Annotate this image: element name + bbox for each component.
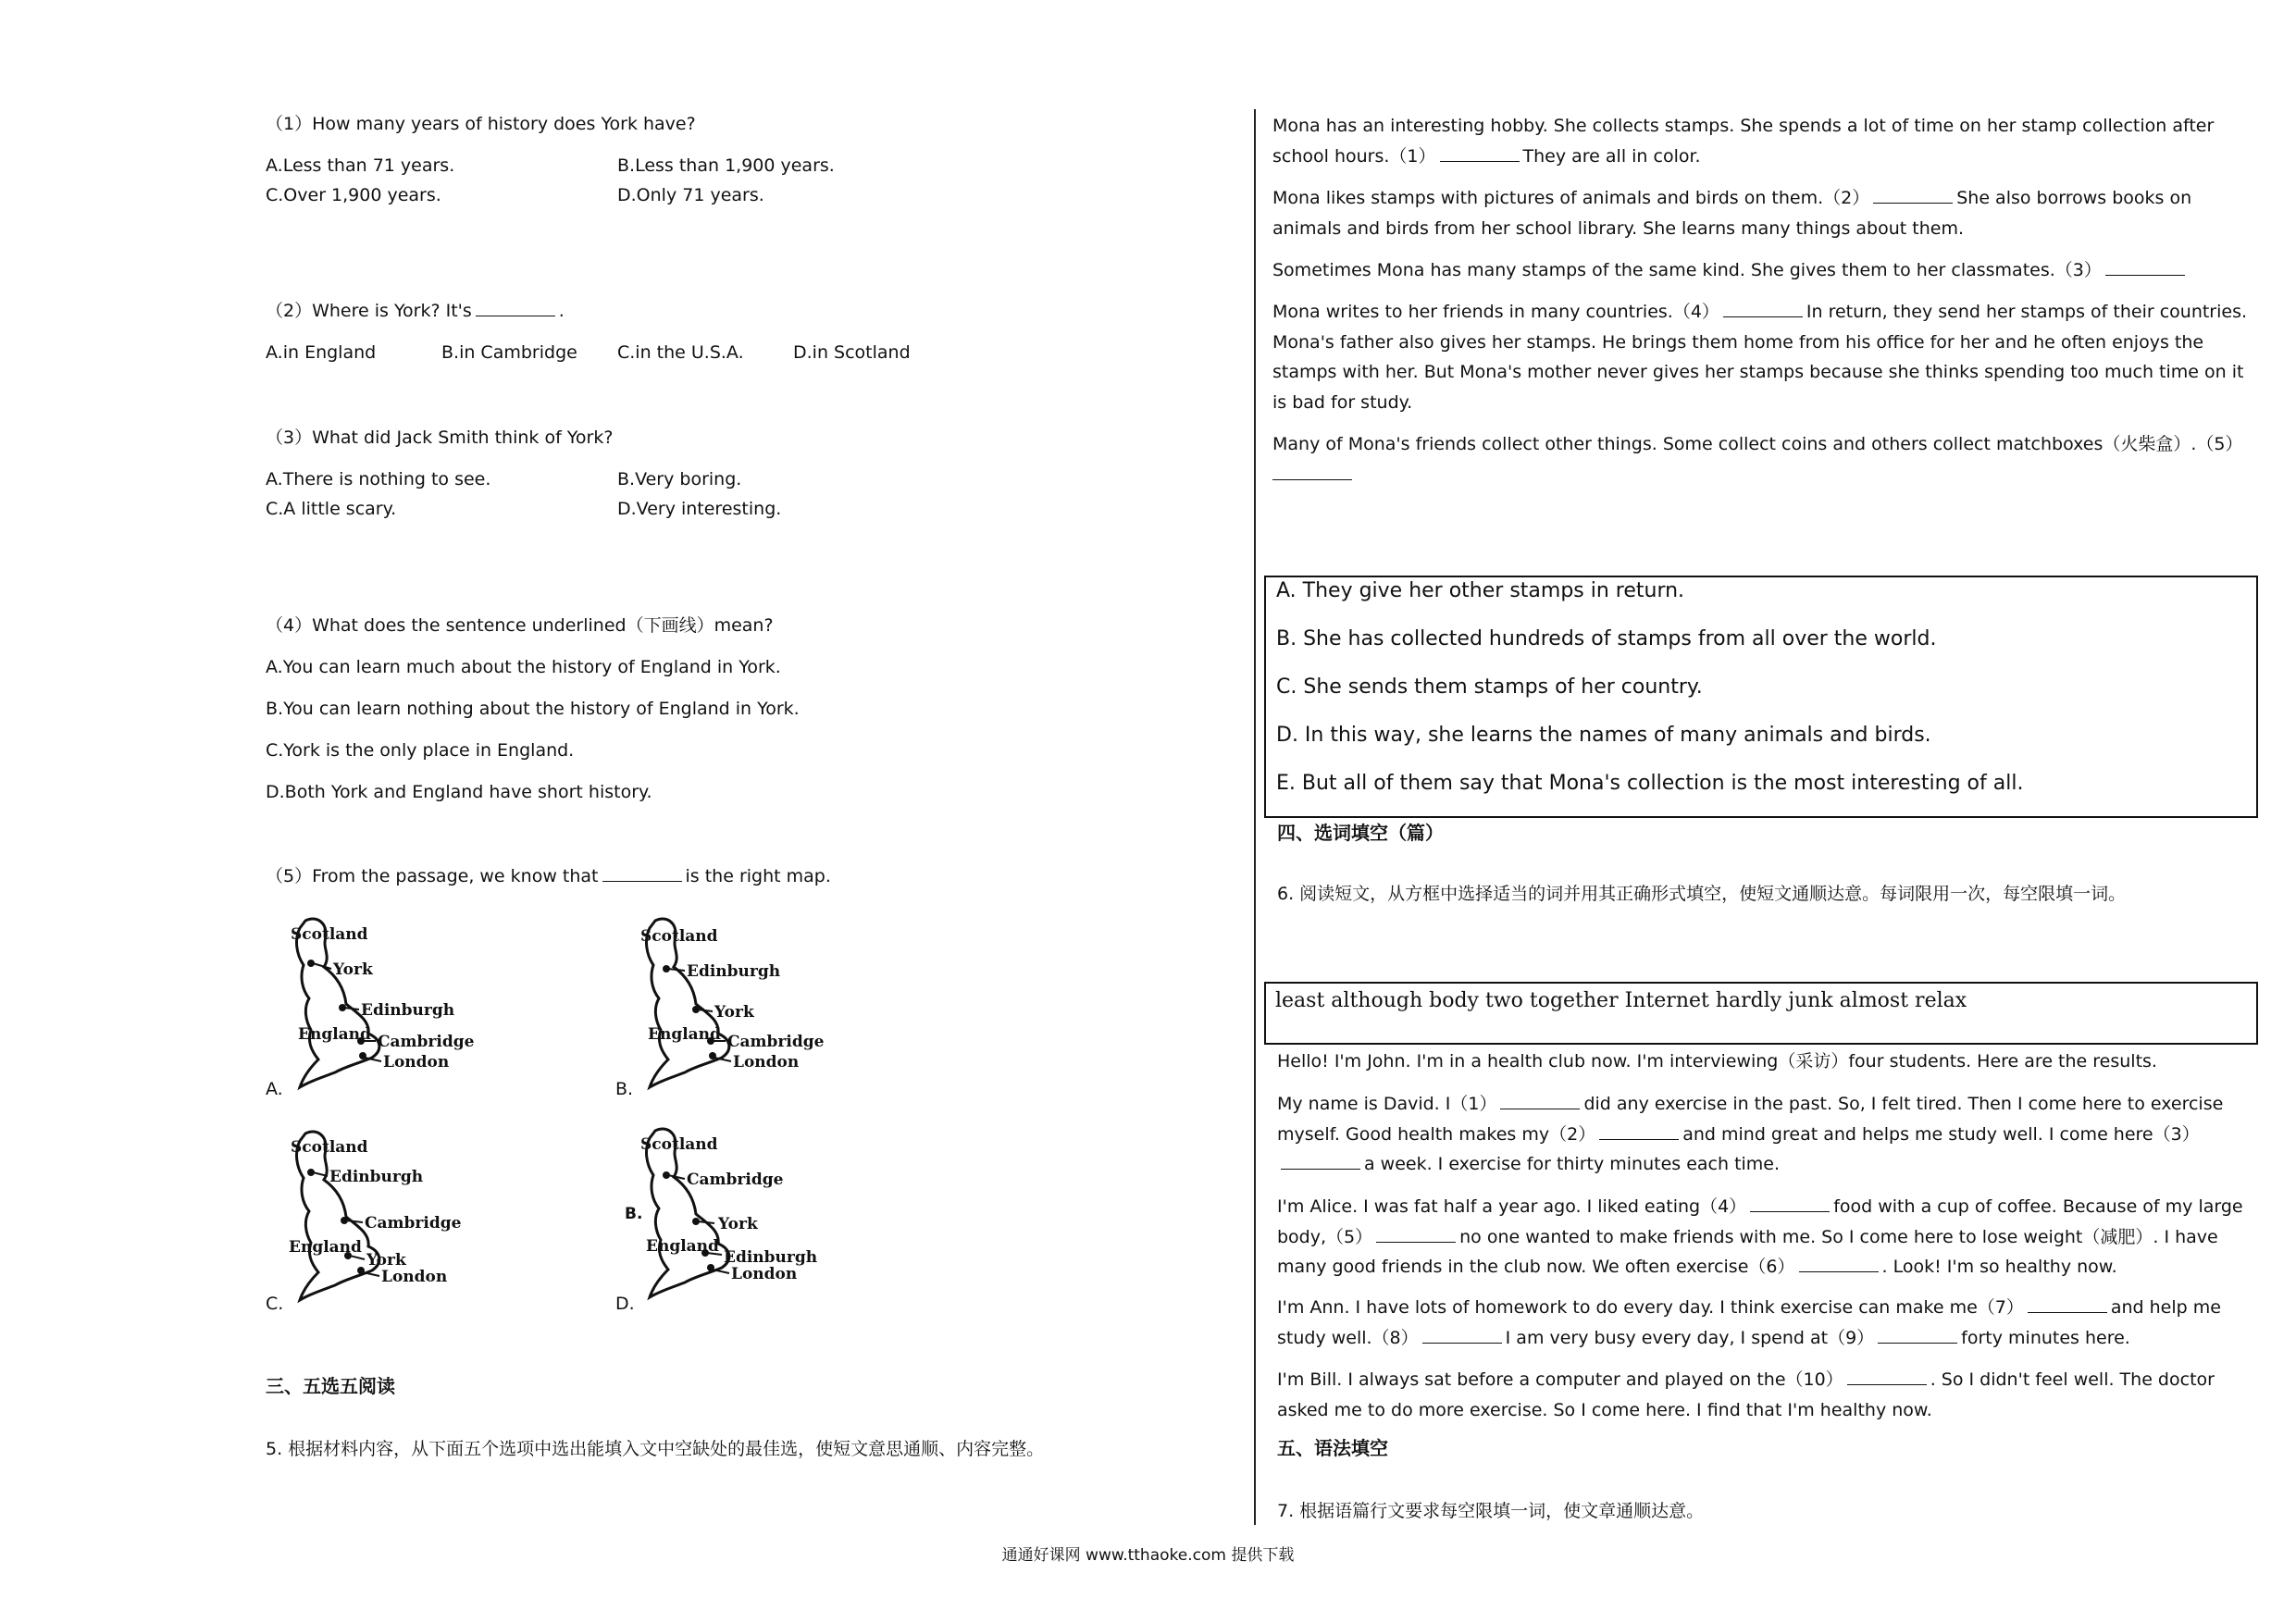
map-b-place-6: London — [733, 1053, 800, 1072]
map-a-place-2: York — [333, 960, 373, 979]
map-d-stamp: B. — [625, 1205, 643, 1223]
uk-map-a-graphic — [279, 911, 483, 1096]
word-blank-7[interactable] — [2028, 1311, 2107, 1313]
map-d-place-1: Scotland — [640, 1135, 718, 1154]
passage6-text: I'm Bill. I always sat before a computer and played on the（10） — [1277, 1369, 1843, 1390]
option5-e: E. But all of them say that Mona's collection is the most interesting of all. — [1276, 772, 2024, 795]
q1-option-a: A.Less than 71 years. — [266, 155, 455, 176]
map-d-place-6: London — [731, 1265, 798, 1283]
map-b-place-2: Edinburgh — [687, 962, 781, 981]
map-c-place-6: London — [381, 1268, 448, 1286]
option5-b: B. She has collected hundreds of stamps from all over the world. — [1276, 627, 1937, 650]
q2-stem-text: （2）Where is York? It's — [266, 301, 472, 321]
map-d — [629, 1121, 833, 1307]
map-d-place-2: Cambridge — [687, 1171, 784, 1189]
passage5-para5 — [1272, 429, 2253, 489]
word-blank-6[interactable] — [1799, 1270, 1879, 1272]
q2-stem-end: . — [558, 301, 565, 321]
passage6-text: I am very busy every day, I spend at（9） — [1505, 1327, 1875, 1348]
passage6-text: . Look! I'm so healthy now. — [1881, 1257, 2117, 1278]
q2-option-c: C.in the U.S.A. — [617, 342, 744, 363]
answer-blank-2[interactable] — [1873, 202, 1953, 204]
q1-option-d: D.Only 71 years. — [617, 185, 764, 205]
map-a — [279, 911, 483, 1096]
q2-option-d: D.in Scotland — [793, 342, 911, 363]
passage5-text: Mona likes stamps with pictures of animals and birds on them.（2） — [1272, 188, 1870, 208]
q1-option-b: B.Less than 1,900 years. — [617, 155, 835, 176]
map-c — [279, 1124, 483, 1309]
passage5-text: Sometimes Mona has many stamps of the same kind. She gives them to her classmates.（3） — [1272, 260, 2102, 280]
passage6-text: food with a cup of coffee. Because of my large body,（5） — [1277, 1196, 2243, 1247]
map-b-place-3: York — [714, 1003, 754, 1022]
q4-option-a: A.You can learn much about the history of England in York. — [266, 657, 781, 677]
q4-option-d: D.Both York and England have short history. — [266, 782, 652, 802]
map-c-place-2: Edinburgh — [329, 1168, 424, 1186]
q3-option-c: C.A little scary. — [266, 499, 397, 519]
word-blank-10[interactable] — [1847, 1383, 1927, 1385]
q2-stem — [266, 301, 565, 323]
passage6-text: and help me study well.（8） — [1277, 1297, 2221, 1348]
section5-heading: 五、语法填空 — [1277, 1437, 1388, 1459]
map-d-place-5: Edinburgh — [724, 1248, 818, 1267]
q4-stem: （4）What does the sentence underlined（下画线）mean? — [266, 615, 774, 636]
answer-blank-1[interactable] — [1440, 160, 1520, 162]
map-b-label: B. — [615, 1079, 634, 1099]
passage6-text: and mind great and helps me study well. I come here（3） — [1682, 1123, 2200, 1145]
section5-instruction: 7. 根据语篇行文要求每空限填一词，使文章通顺达意。 — [1277, 1501, 1705, 1521]
map-a-place-1: Scotland — [291, 925, 368, 944]
word-blank-9[interactable] — [1878, 1342, 1957, 1344]
q1-stem: （1）How many years of history does York have? — [266, 114, 696, 134]
word-bank: least although body two together Internet hardly junk almost relax — [1264, 982, 2258, 1045]
passage6-david — [1277, 1089, 2251, 1180]
section4-instruction: 6. 阅读短文，从方框中选择适当的词并用其正确形式填空，使短文通顺达意。每词限用一次，每空限填一词。 — [1277, 884, 2127, 904]
column-divider — [1254, 109, 1256, 1525]
map-a-label: A. — [266, 1079, 283, 1099]
passage5-text: They are all in color. — [1522, 145, 1701, 167]
map-c-label: C. — [266, 1294, 284, 1314]
word-blank-1[interactable] — [1500, 1108, 1580, 1109]
answer-blank-3[interactable] — [2105, 274, 2185, 276]
passage6-text: no one wanted to make friends with me. So I come here to lose weight（减肥）. I have many good friends in the club now. We often exercise（6） — [1277, 1226, 2218, 1278]
passage6-text: forty minutes here. — [1961, 1327, 2130, 1348]
map-b-place-1: Scotland — [640, 927, 718, 946]
section3-instruction: 5. 根据材料内容，从下面五个选项中选出能填入文中空缺处的最佳选，使短文意思通顺、内容完整。 — [266, 1439, 1045, 1459]
word-blank-8[interactable] — [1422, 1342, 1502, 1344]
passage5-text: Mona has an interesting hobby. She collects stamps. She spends a lot of time on her stamp collection after school hours.（1） — [1272, 116, 2215, 167]
option5-d: D. In this way, she learns the names of many animals and birds. — [1276, 724, 1931, 747]
map-c-place-5: York — [366, 1251, 406, 1270]
map-c-place-4: England — [289, 1238, 362, 1257]
uk-map-c-graphic — [279, 1124, 483, 1309]
option5-c: C. She sends them stamps of her country. — [1276, 675, 1703, 699]
map-b-place-4: England — [648, 1025, 721, 1044]
passage6-text: a week. I exercise for thirty minutes each time. — [1364, 1154, 1781, 1175]
uk-map-b-graphic — [629, 911, 833, 1096]
q3-option-b: B.Very boring. — [617, 469, 742, 489]
map-b — [629, 911, 833, 1096]
answer-blank[interactable] — [602, 880, 682, 882]
map-a-place-3: Edinburgh — [361, 1001, 455, 1020]
passage6-ann — [1277, 1293, 2251, 1353]
q5-stem-text: （5）From the passage, we know that — [266, 866, 599, 886]
passage6-text: My name is David. I（1） — [1277, 1094, 1497, 1114]
passage5-text: Many of Mona's friends collect other things. Some collect coins and others collect matchboxes（火柴盒）.（5） — [1272, 434, 2243, 454]
answer-blank-4[interactable] — [1723, 316, 1803, 317]
section4-heading: 四、选词填空（篇） — [1277, 822, 1444, 844]
passage5-para3 — [1272, 255, 2253, 286]
option5-a: A. They give her other stamps in return. — [1276, 579, 1685, 602]
q5-stem — [266, 866, 831, 888]
map-c-place-3: Cambridge — [365, 1214, 462, 1233]
word-blank-3[interactable] — [1281, 1168, 1360, 1170]
passage6-intro: Hello! I'm John. I'm in a health club now. I'm interviewing（采访）four students. Here are the results. — [1277, 1051, 2157, 1072]
map-a-place-5: Cambridge — [378, 1033, 475, 1051]
q3-option-a: A.There is nothing to see. — [266, 469, 491, 489]
q1-option-c: C.Over 1,900 years. — [266, 185, 441, 205]
page-footer: 通通好课网 www.tthaoke.com 提供下载 — [1001, 1546, 1295, 1565]
q2-option-b: B.in Cambridge — [441, 342, 577, 363]
word-blank-5[interactable] — [1376, 1241, 1456, 1243]
passage6-text: I'm Ann. I have lots of homework to do every day. I think exercise can make me（7） — [1277, 1297, 2024, 1318]
word-blank-2[interactable] — [1599, 1138, 1679, 1140]
passage5-para1 — [1272, 111, 2253, 171]
q2-option-a: A.in England — [266, 342, 377, 363]
map-d-place-4: England — [646, 1237, 719, 1256]
q4-option-b: B.You can learn nothing about the history of England in York. — [266, 699, 800, 719]
passage6-alice — [1277, 1192, 2251, 1282]
passage6-text: . So I didn't feel well. The doctor asked me to do more exercise. So I come here. I find that I'm healthy now. — [1277, 1369, 2215, 1420]
answer-blank[interactable] — [476, 315, 555, 316]
answer-blank-5[interactable] — [1272, 478, 1352, 480]
map-a-place-6: London — [383, 1053, 450, 1072]
q3-stem: （3）What did Jack Smith think of York? — [266, 427, 614, 448]
map-b-place-5: Cambridge — [727, 1033, 825, 1051]
q3-option-d: D.Very interesting. — [617, 499, 782, 519]
passage5-text: She also borrows books on animals and birds from her school library. She learns many things about them. — [1272, 188, 2192, 239]
map-d-label: D. — [615, 1294, 635, 1314]
map-d-place-3: York — [718, 1215, 758, 1233]
map-a-place-4: England — [298, 1025, 371, 1044]
passage5-text: In return, they send her stamps of their countries. Mona's father also gives her stamps. He brings them home from his office for her and he often enjoys the stamps with her. But Mona's mother never gives her stamps because she thinks spending too much time on it is bad for study. — [1272, 302, 2248, 414]
map-c-place-1: Scotland — [291, 1138, 368, 1157]
passage6-text: did any exercise in the past. So, I felt tired. Then I come here to exercise myself. Good health makes my（2） — [1277, 1094, 2224, 1145]
passage5-text: Mona writes to her friends in many countries.（4） — [1272, 302, 1719, 322]
uk-map-d-graphic — [629, 1121, 833, 1307]
section3-heading: 三、五选五阅读 — [266, 1375, 395, 1397]
passage5-para2 — [1272, 183, 2253, 243]
passage6-bill — [1277, 1365, 2251, 1425]
passage6-text: I'm Alice. I was fat half a year ago. I liked eating（4） — [1277, 1196, 1747, 1217]
q5-stem-end: is the right map. — [685, 866, 831, 886]
q4-option-c: C.York is the only place in England. — [266, 740, 575, 761]
passage5-para4 — [1272, 297, 2253, 418]
word-blank-4[interactable] — [1750, 1210, 1830, 1212]
